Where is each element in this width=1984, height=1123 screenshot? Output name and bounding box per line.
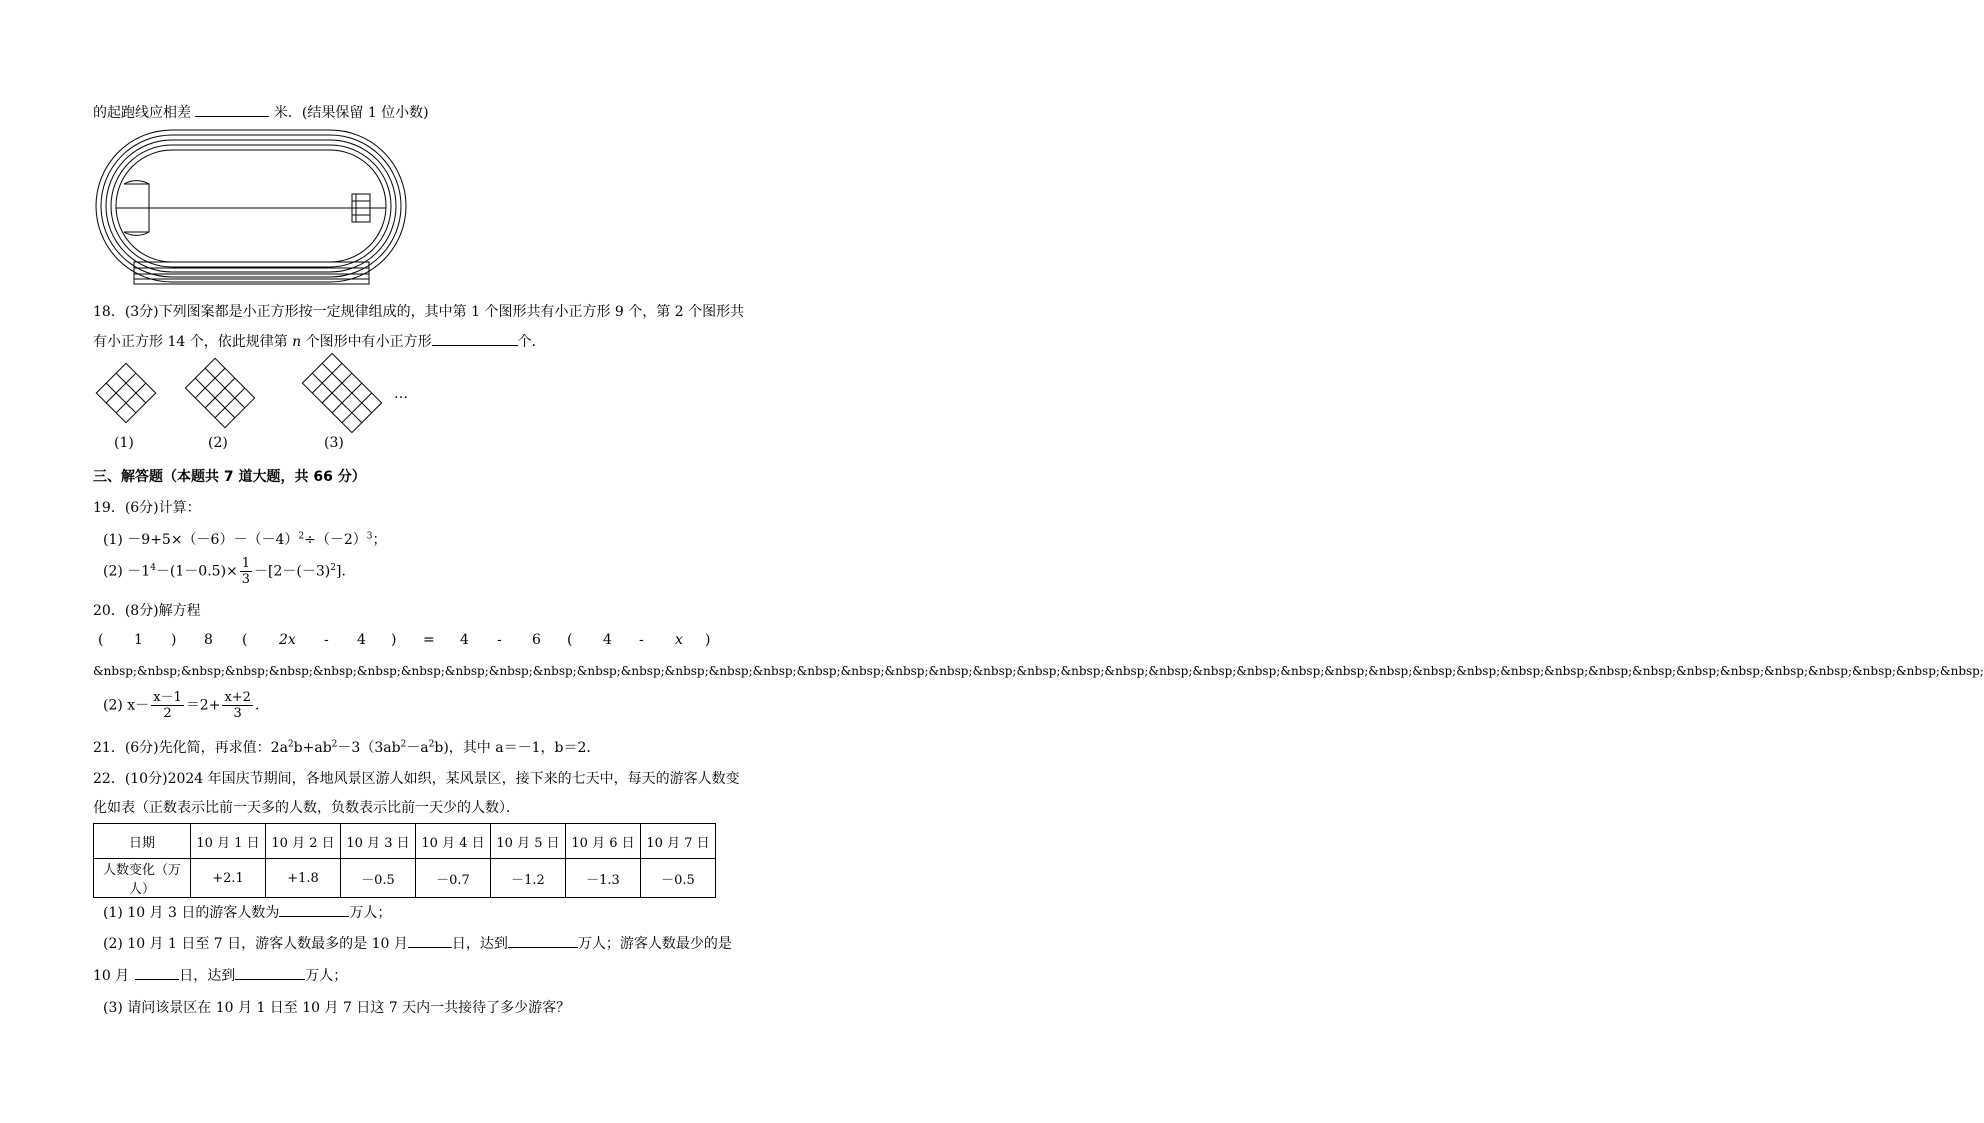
q22-sub1: (1) 10 月 3 日的游客人数为 万人； — [103, 902, 391, 922]
q17-tail-line: 的起跑线应相差 米．(结果保留 1 位小数) — [93, 102, 429, 122]
q22-sub2-line2: 10 月 日，达到 万人； — [93, 965, 347, 985]
table-row-label: 人数变化（万人） — [94, 859, 191, 898]
q20-part1: ( 1 ) 8 ( 2x - 4 ) = 4 - 6 ( 4 - x ) — [98, 632, 711, 648]
fraction: $\frac{1}{3}$ — [241, 556, 251, 587]
q22-line1: 22．(10分)2024 年国庆节期间，各地风景区游人如织，某风景区，接下来的七天中，每天的游客人数变 — [93, 771, 740, 787]
figure-label-3: (3) — [324, 435, 344, 451]
q19-part1: $(1) -9+5\times(-6)-(-4)^2\div(-2)^3$； — [103, 531, 387, 548]
table-cell: +1.8 — [266, 859, 341, 898]
table-cell: －0.5 — [641, 859, 716, 898]
q18-line2: 有小正方形 14 个，依此规律第 n 个图形中有小正方形 个． — [93, 331, 546, 351]
q18-line1: 18．(3分)下列图案都是小正方形按一定规律组成的，其中第 1 个图形共有小正方形 9 个，第 2 个图形共 — [93, 304, 745, 320]
answer-blank[interactable] — [135, 965, 179, 980]
table-cell: －1.3 — [566, 859, 641, 898]
table-header: 10 月 4 日 — [416, 824, 491, 859]
figure-label-1: (1) — [114, 435, 134, 451]
table-row — [94, 859, 716, 898]
table-header-row — [94, 824, 716, 859]
table-header: 10 月 5 日 — [491, 824, 566, 859]
figure-label-2: (2) — [208, 435, 228, 451]
q19-part2: $(2) -1^4-(1-0.5)\times$ $\frac{1}{3}$ $-[2-(-3)^2]$． — [103, 556, 356, 587]
q20-part2: (2) x－ $\frac{x-1}{2}$ ＝2+ $\frac{x+2}{3}$ ． — [103, 690, 269, 721]
square-pattern-figure — [94, 357, 424, 429]
nbsp-line: &nbsp;&nbsp;&nbsp;&nbsp;&nbsp;&nbsp;&nbsp;&nbsp;&nbsp;&nbsp;&nbsp;&nbsp;&nbsp;&nbsp;&nbsp;&nbsp;&nbsp;&nbsp;&nbsp;&nbsp;&nbsp;&nbsp;&nbsp;&nbsp;&nbsp;&nbsp;&nbsp;&nbsp;&nbsp;&nbsp;&nbsp;&nbsp;&nbsp;&nbsp;&nbsp;&nbsp;&nbsp;&nbsp;&nbsp;&nbsp;&nbsp;&nbsp;&nbsp; — [93, 664, 1984, 678]
table-cell: +2.1 — [191, 859, 266, 898]
table-header: 10 月 6 日 — [566, 824, 641, 859]
table-cell: －1.2 — [491, 859, 566, 898]
table-header: 10 月 7 日 — [641, 824, 716, 859]
table-header: 日期 — [94, 824, 191, 859]
answer-blank[interactable] — [235, 965, 305, 980]
table-header: 10 月 2 日 — [266, 824, 341, 859]
q19-header: 19．(6分)计算： — [93, 500, 201, 516]
answer-blank[interactable] — [508, 933, 578, 948]
answer-blank[interactable] — [432, 331, 518, 346]
answer-blank[interactable] — [195, 102, 269, 117]
table-header: 10 月 3 日 — [341, 824, 416, 859]
answer-blank[interactable] — [279, 902, 349, 917]
q20-header: 20．(8分)解方程 — [93, 603, 201, 619]
table-header: 10 月 1 日 — [191, 824, 266, 859]
fraction: $\frac{x+2}{3}$ — [224, 690, 251, 721]
running-track-figure — [94, 128, 410, 288]
section-heading: 三、解答题（本题共 7 道大题，共 66 分） — [93, 469, 366, 485]
ellipsis: … — [394, 386, 408, 402]
q21-line: 21．(6分)先化简，再求值：$2a^2b+ab^2-3(3ab^2-a^2b)$，其中 a＝－1，b＝2． — [93, 739, 601, 756]
table-cell: －0.7 — [416, 859, 491, 898]
q22-line2: 化如表（正数表示比前一天多的人数，负数表示比前一天少的人数）． — [93, 800, 520, 816]
fraction: $\frac{x-1}{2}$ — [153, 690, 182, 721]
answer-blank[interactable] — [408, 933, 452, 948]
visitor-change-table — [93, 823, 716, 898]
q22-sub2-line1: (2) 10 月 1 日至 7 日，游客人数最多的是 10 月 日，达到 万人；游客人数最少的是 — [103, 933, 732, 953]
table-cell: －0.5 — [341, 859, 416, 898]
q22-sub3: (3) 请问该景区在 10 月 1 日至 10 月 7 日这 7 天内一共接待了多少游客？ — [103, 1000, 571, 1016]
